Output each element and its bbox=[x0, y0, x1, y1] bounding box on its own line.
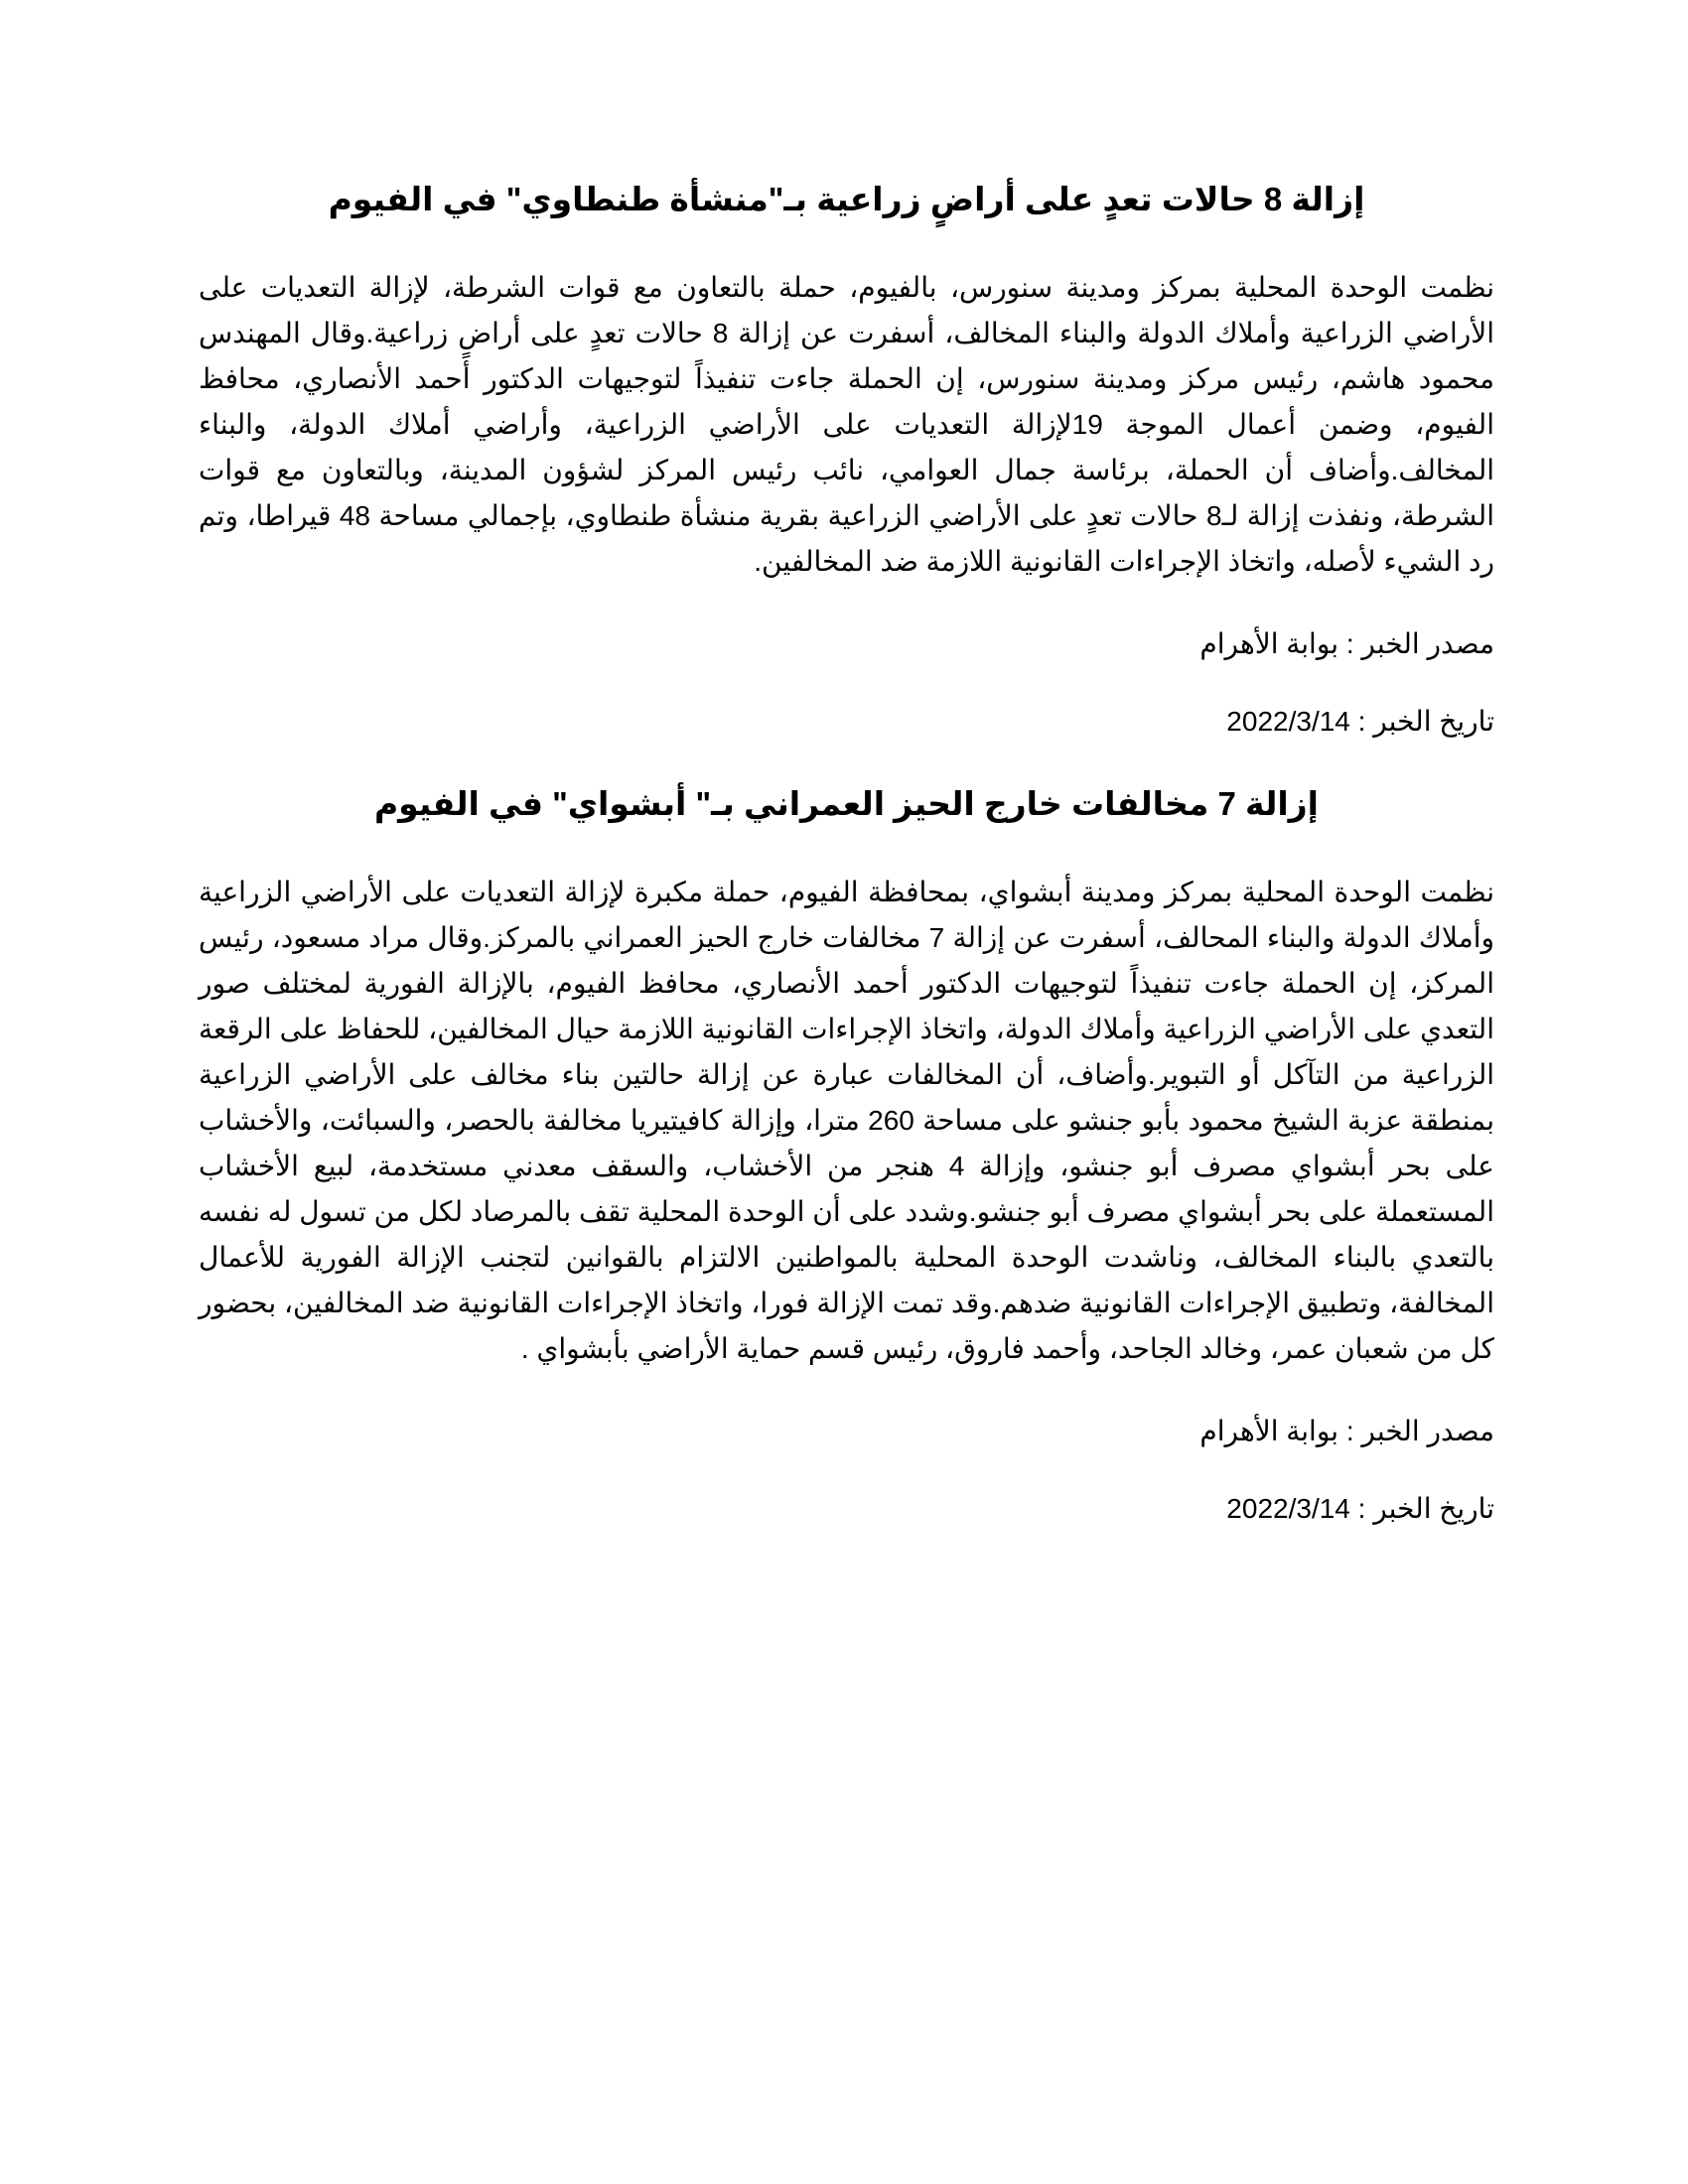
news-date: تاريخ الخبر : 2022/3/14 bbox=[1226, 705, 1494, 737]
news-date: تاريخ الخبر : 2022/3/14 bbox=[1226, 1492, 1494, 1524]
article-2 bbox=[199, 783, 1494, 1529]
news-source: مصدر الخبر : بوابة الأهرام bbox=[1199, 627, 1494, 659]
article-body: نظمت الوحدة المحلية بمركز ومدينة سنورس، بالفيوم، حملة بالتعاون مع قوات الشرطة، لإزالة التعديات على الأراضي الزراعية وأملاك الدولة والبناء المخالف، أسفرت عن إزالة 8 حالات تعدٍ على أراضٍ زراعية.وقال المهندس محمود هاشم، رئيس مركز ومدينة سنورس، إن الحملة جاءت تنفيذاً لتوجيهات الدكتور أحمد الأنصاري، محافظ الفيوم، وضمن أعمال الموجة 19لإزالة التعديات على الأراضي الزراعية، وأراضي أملاك الدولة، والبناء المخالف.وأضاف أن الحملة، برئاسة جمال العوامي، نائب رئيس المركز لشؤون المدينة، وبالتعاون مع قوات الشرطة، ونفذت إزالة لـ8 حالات تعدٍ على الأراضي الزراعية بقرية منشأة طنطاوي، بإجمالي مساحة 48 قيراطا، وتم رد الشيء لأصله، واتخاذ الإجراءات القانونية اللازمة ضد المخالفين. bbox=[199, 271, 1494, 577]
article-body: نظمت الوحدة المحلية بمركز ومدينة أبشواي، بمحافظة الفيوم، حملة مكبرة لإزالة التعديات على الأراضي الزراعية وأملاك الدولة والبناء المحالف، أسفرت عن إزالة 7 مخالفات خارج الحيز العمراني بالمركز.وقال مراد مسعود، رئيس المركز، إن الحملة جاءت تنفيذاً لتوجيهات الدكتور أحمد الأنصاري، محافظ الفيوم، بالإزالة الفورية لمختلف صور التعدي على الأراضي الزراعية وأملاك الدولة، واتخاذ الإجراءات القانونية اللازمة حيال المخالفين، للحفاظ على الرقعة الزراعية من التآكل أو التبوير.وأضاف، أن المخالفات عبارة عن إزالة حالتين بناء مخالف على الأراضي الزراعية بمنطقة عزبة الشيخ محمود بأبو جنشو على مساحة 260 مترا، وإزالة كافيتيريا مخالفة بالحصر، والسبائت، والأخشاب على بحر أبشواي مصرف أبو جنشو، وإزالة 4 هنجر من الأخشاب، والسقف معدني مستخدمة، لبيع الأخشاب المستعملة على بحر أبشواي مصرف أبو جنشو.وشدد على أن الوحدة المحلية تقف بالمرصاد لكل من تسول له نفسه بالتعدي بالبناء المخالف، وناشدت الوحدة المحلية بالمواطنين الالتزام بالقوانين لتجنب الإزالة الفورية للأعمال المخالفة، وتطبيق الإجراءات القانونية ضدهم.وقد تمت الإزالة فورا، واتخاذ الإجراءات القانونية ضد المخالفين، بحضور كل من شعبان عمر، وخالد الجاحد، وأحمد فاروق، رئيس قسم حماية الأراضي بأبشواي . bbox=[199, 876, 1495, 1364]
document-page bbox=[199, 179, 1494, 1567]
article-title: إزالة 7 مخالفات خارج الحيز العمراني بـ" أبشواي" في الفيوم bbox=[373, 784, 1319, 822]
article-1 bbox=[199, 179, 1494, 742]
article-title: إزالة 8 حالات تعدٍ على أراضٍ زراعية بـ"منشأة طنطاوي" في الفيوم bbox=[328, 181, 1365, 217]
news-source: مصدر الخبر : بوابة الأهرام bbox=[1199, 1415, 1494, 1446]
